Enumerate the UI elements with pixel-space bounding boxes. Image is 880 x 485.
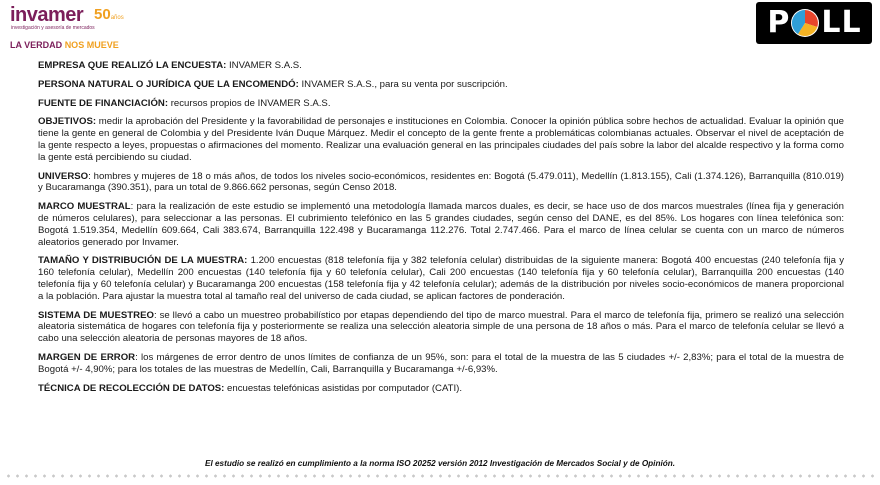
section-label: TAMAÑO Y DISTRIBUCIÓN DE LA MUESTRA:	[38, 255, 248, 267]
poll-letter-l1: L	[821, 5, 841, 40]
poll-letter-p: P	[767, 5, 790, 40]
section-universo	[38, 171, 844, 195]
section-marco-muestral	[38, 201, 844, 248]
tagline-part1: LA VERDAD	[10, 40, 63, 50]
section-text: medir la aprobación del Presidente y la favorabilidad de personajes e instituciones en Colombia. Conocer la opinión pública sobre hechos de actualidad. Evaluar la opinión que tiene la gente en general de Colombia y del Presidente Iván Duque Márquez. Medir el concepto de la gente frente a problemáticas colombianas actuales. Observar el nivel de aceptación de la gente respecto a leyes, propuestas o afirmaciones del momento. Realizar una evaluación general en las principales ciudades del país sobre la labor del alcalde respectivo y la forma como la gente está percibiendo su ciudad.	[38, 116, 844, 163]
section-label: MARCO MUESTRAL	[38, 201, 131, 213]
section-label: FUENTE DE FINANCIACIÓN:	[38, 97, 169, 109]
section-persona	[38, 79, 844, 91]
section-label: MARGEN DE ERROR	[38, 351, 136, 363]
logo-fifty-suffix: años	[110, 15, 124, 21]
section-text: : los márgenes de error dentro de unos límites de confianza de un 95%, son: para el total de la muestra de las 5 ciudades +/- 2,83%; para el total de la muestra de Bogotá +/- 4,90%; para los totales de las muestras de Medellín, Cali, Barranquilla y Bucaramanga +/-6,93%.	[38, 351, 844, 375]
technical-sheet	[38, 60, 844, 401]
section-text: 1.200 encuestas (818 telefonía fija y 382 telefonía celular) distribuidas de la siguiente manera: Bogotá 400 encuestas (240 telefonía fija y 160 telefonía celular), Medellín 200 encuestas (140 telefonía fija y 60 telefonía celular), Cali 200 encuestas (140 telefonía fija y 60 telefonía celular), Barranquilla 200 encuestas (140 telefonía fija y 60 telefonía celular) y Bucaramanga 200 encuestas (158 telefonía fija y 42 telefonía celular); además de la distribución por niveles socio-económicos de manera proporcional a la población. Para ajustar la muestra total al tamaño real del universo de cada ciudad, se aplican factores de ponderación.	[38, 255, 845, 302]
dotted-divider	[4, 472, 876, 482]
section-text: : para la realización de este estudio se implementó una metodología llamada marcos duales, es decir, se hace uso de dos marcos muestrales (línea fija y generación de números celulares), para seleccionar a las personas. El cubrimiento telefónico en las 5 grandes ciudades, según censo del DANE, es del 85%. Los hogares con línea telefónica son: Bogotá 1.519.354, Medellín 609.664, Cali 383.674, Barranquilla 122.498 y Bucaramanga 112.276. Total 2.747.466. Para el marco de línea celular se cuenta con un marco de números aleatorios generado por Invamer.	[38, 201, 845, 248]
poll-logo	[756, 2, 872, 44]
logo-subtitle: investigación y asesoría de mercados	[11, 25, 95, 31]
logo-fifty-number: 50	[94, 6, 111, 23]
pie-chart-icon	[790, 8, 820, 38]
section-text: INVAMER S.A.S.	[226, 60, 302, 71]
logo-wordmark: invamer	[10, 4, 84, 26]
section-label: OBJETIVOS:	[38, 116, 97, 128]
section-margen-error	[38, 352, 844, 376]
section-label: EMPRESA QUE REALIZÓ LA ENCUESTA:	[38, 60, 227, 71]
section-label: UNIVERSO	[38, 170, 89, 182]
poll-letter-l2: L	[841, 5, 861, 40]
section-text: recursos propios de INVAMER S.A.S.	[168, 97, 331, 109]
tagline	[10, 40, 119, 50]
tagline-part2: NOS MUEVE	[64, 40, 119, 50]
section-fuente	[38, 98, 844, 110]
section-text: INVAMER S.A.S., para su venta por suscripción.	[298, 78, 508, 90]
section-sistema-muestreo	[38, 310, 844, 345]
section-objetivos	[38, 116, 844, 163]
section-text: : hombres y mujeres de 18 o más años, de todos los niveles socio-económicos, residentes en: Bogotá (5.479.011), Medellín (1.813.155), Cali (1.374.126), Barranquilla (810.019) y Bucaramanga (390.351), para un total de 9.866.662 personas, según Censo 2018.	[38, 170, 844, 194]
section-label: SISTEMA DE MUESTREO	[38, 309, 154, 321]
section-label: PERSONA NATURAL O JURÍDICA QUE LA ENCOMENDÓ:	[38, 78, 299, 90]
logo-anniversary	[94, 6, 124, 23]
footer-note: El estudio se realizó en cumplimiento a la norma ISO 20252 versión 2012 Investigación de Mercados Social y de Opinión.	[204, 459, 676, 468]
section-tamano-muestra	[38, 255, 844, 302]
section-tecnica	[38, 383, 844, 395]
section-text: : se llevó a cabo un muestreo probabilístico por etapas dependiendo del tipo de marco muestral. Para el marco de telefonía fija, primero se realizó una selección aleatoria sistemática de hogares con telefonía fija y posteriormente se realiza una selección aleatoria simple de una persona de 18 años o más. Para el marco de telefonía celular se llevó a cabo una selección aleatoria de personas mayores de 18 años.	[38, 309, 845, 345]
section-text: encuestas telefónicas asistidas por computador (CATI).	[224, 382, 463, 394]
section-label: TÉCNICA DE RECOLECCIÓN DE DATOS:	[38, 382, 225, 394]
section-empresa	[38, 60, 844, 72]
